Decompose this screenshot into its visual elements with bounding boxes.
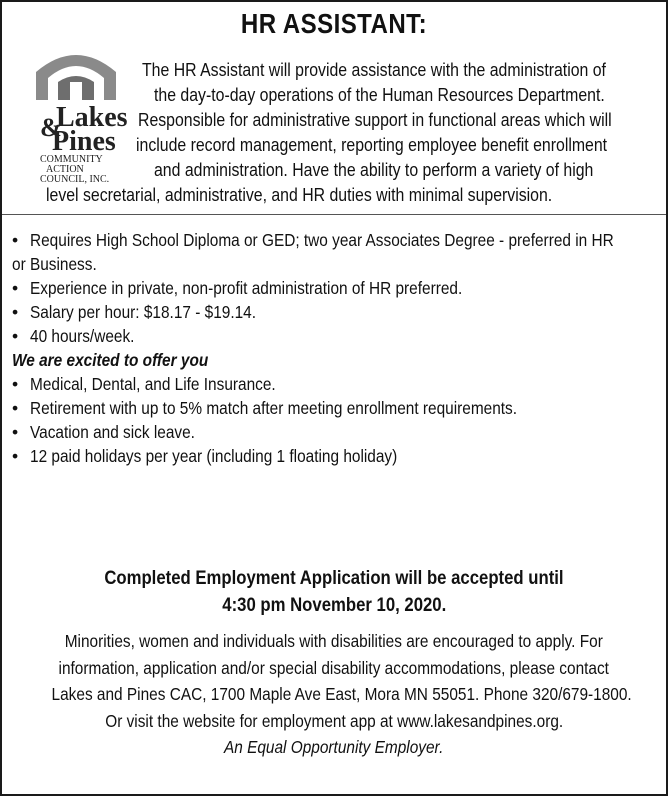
equal-opportunity-statement: An Equal Opportunity Employer.	[224, 737, 444, 757]
contact-line: information, application and/or special disability accommodations, please contact	[58, 657, 610, 678]
job-details	[12, 228, 656, 468]
logo-amp: &	[40, 113, 62, 142]
logo-community: COMMUNITY	[40, 154, 103, 165]
intro-line: The HR Assistant will provide assistance with the administration of	[142, 60, 606, 80]
requirement-item-continued: or Business.	[12, 254, 97, 274]
application-deadline	[2, 565, 666, 619]
benefit-item: • 12 paid holidays per year (including 1 floating holiday)	[12, 446, 398, 466]
contact-line: Minorities, women and individuals with disabilities are encouraged to apply. For	[64, 631, 604, 651]
intro-paragraph	[42, 58, 656, 208]
website-line: Or visit the website for employment app at www.lakesandpines.org.	[105, 710, 563, 731]
contact-info	[12, 628, 656, 761]
contact-line: Lakes and Pines CAC, 1700 Maple Ave East, Mora MN 55051. Phone 320/679-1800.	[51, 684, 632, 704]
requirement-item: • Experience in private, non-profit administration of HR preferred.	[12, 278, 463, 298]
requirement-item: • 40 hours/week.	[12, 326, 135, 346]
benefits-heading: We are excited to offer you	[12, 350, 209, 370]
intro-line: include record management, reporting employee benefit enrollment	[136, 135, 608, 155]
intro-line: level secretarial, administrative, and HR duties with minimal supervision.	[46, 185, 553, 205]
logo-council: COUNCIL, INC.	[40, 174, 110, 185]
deadline-line-1: Completed Employment Application will be accepted until	[104, 568, 564, 589]
intro-line: and administration. Have the ability to perform a variety of high	[154, 160, 594, 180]
logo-pines: Pines	[52, 126, 116, 157]
intro-line: the day-to-day operations of the Human Resources Department.	[154, 85, 605, 105]
deadline-line-2: 4:30 pm November 10, 2020.	[222, 595, 446, 616]
intro-line: Responsible for administrative support in functional areas which will	[138, 110, 612, 130]
requirement-item: • Requires High School Diploma or GED; two year Associates Degree - preferred in HR	[12, 230, 614, 250]
requirement-item: • Salary per hour: $18.17 - $19.14.	[12, 302, 257, 322]
logo-action: ACTION	[46, 164, 84, 175]
logo-lakes: Lakes	[56, 102, 128, 133]
benefit-item: • Medical, Dental, and Life Insurance.	[12, 374, 276, 394]
section-divider	[2, 214, 666, 215]
page-title: HR ASSISTANT:	[240, 8, 428, 39]
benefit-item: • Vacation and sick leave.	[12, 422, 195, 442]
benefit-item: •Retirement with up to 5% match after meeting enrollment requirements.	[12, 398, 518, 418]
